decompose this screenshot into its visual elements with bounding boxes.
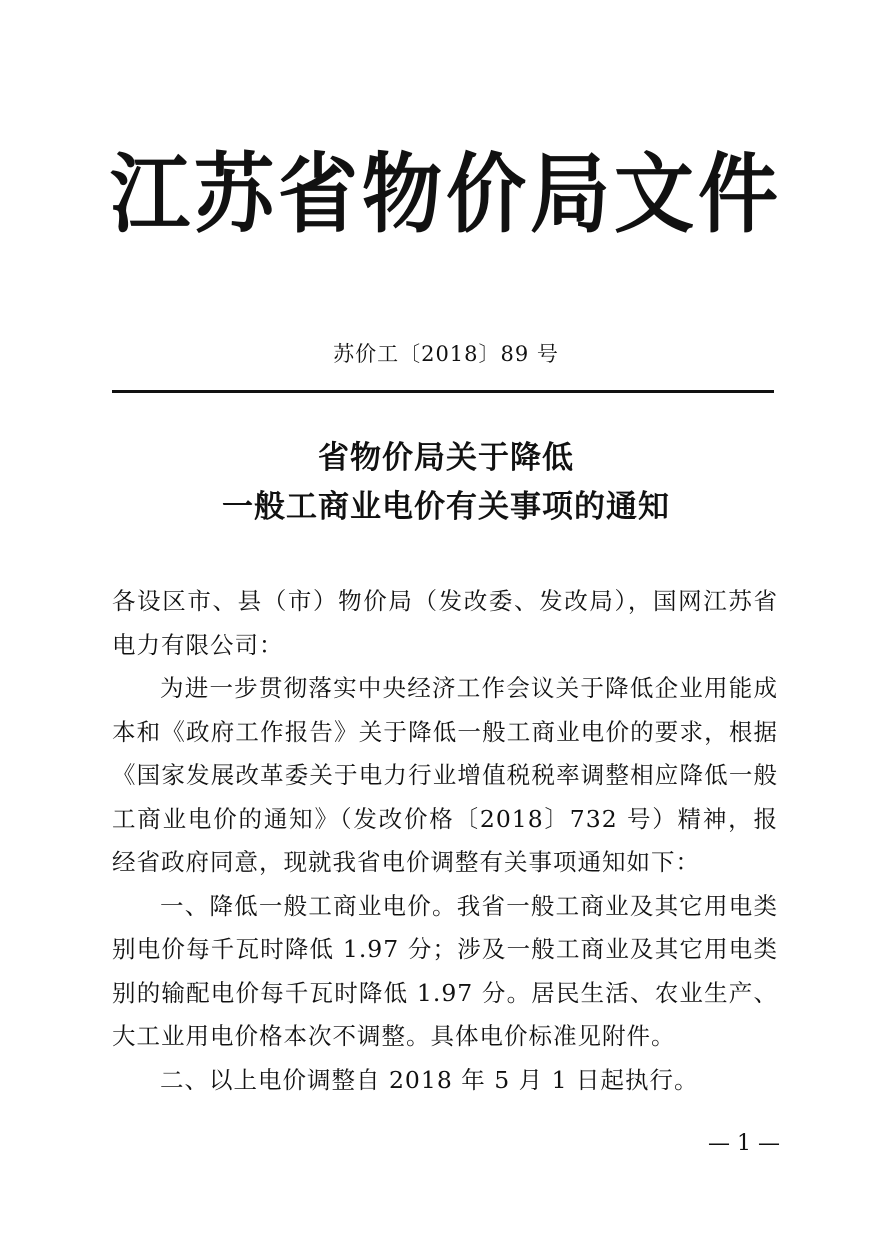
notice-title-line-1: 省物价局关于降低 <box>318 440 574 476</box>
header-divider <box>112 390 774 393</box>
document-number: 苏价工〔2018〕89 号 <box>333 342 559 366</box>
body-paragraph-item-1: 一、降低一般工商业电价。我省一般工商业及其它用电类别电价每千瓦时降低 1.97 分；涉及一般工商业及其它用电类别的输配电价每千瓦时降低 1.97 分。居民生活、农业生产、大工业用电价格本次不调整。具体电价标准见附件。 <box>112 891 778 1050</box>
page-number: — 1 — <box>708 1131 780 1156</box>
notice-body <box>112 580 778 1102</box>
body-paragraph-item-2: 二、以上电价调整自 2018 年 5 月 1 日起执行。 <box>160 1065 699 1094</box>
issuer-header: 江苏省物价局文件 <box>110 144 782 245</box>
body-paragraph-intro: 为进一步贯彻落实中央经济工作会议关于降低企业用能成本和《政府工作报告》关于降低一般工商业电价的要求，根据《国家发展改革委关于电力行业增值税税率调整相应降低一般工商业电价的通知》（发改价格〔2018〕732 号）精神，报经省政府同意，现就我省电价调整有关事项通知如下： <box>112 674 778 876</box>
notice-title-line-2: 一般工商业电价有关事项的通知 <box>222 489 670 525</box>
addressee: 各设区市、县（市）物价局（发改委、发改局），国网江苏省电力有限公司： <box>112 587 778 659</box>
